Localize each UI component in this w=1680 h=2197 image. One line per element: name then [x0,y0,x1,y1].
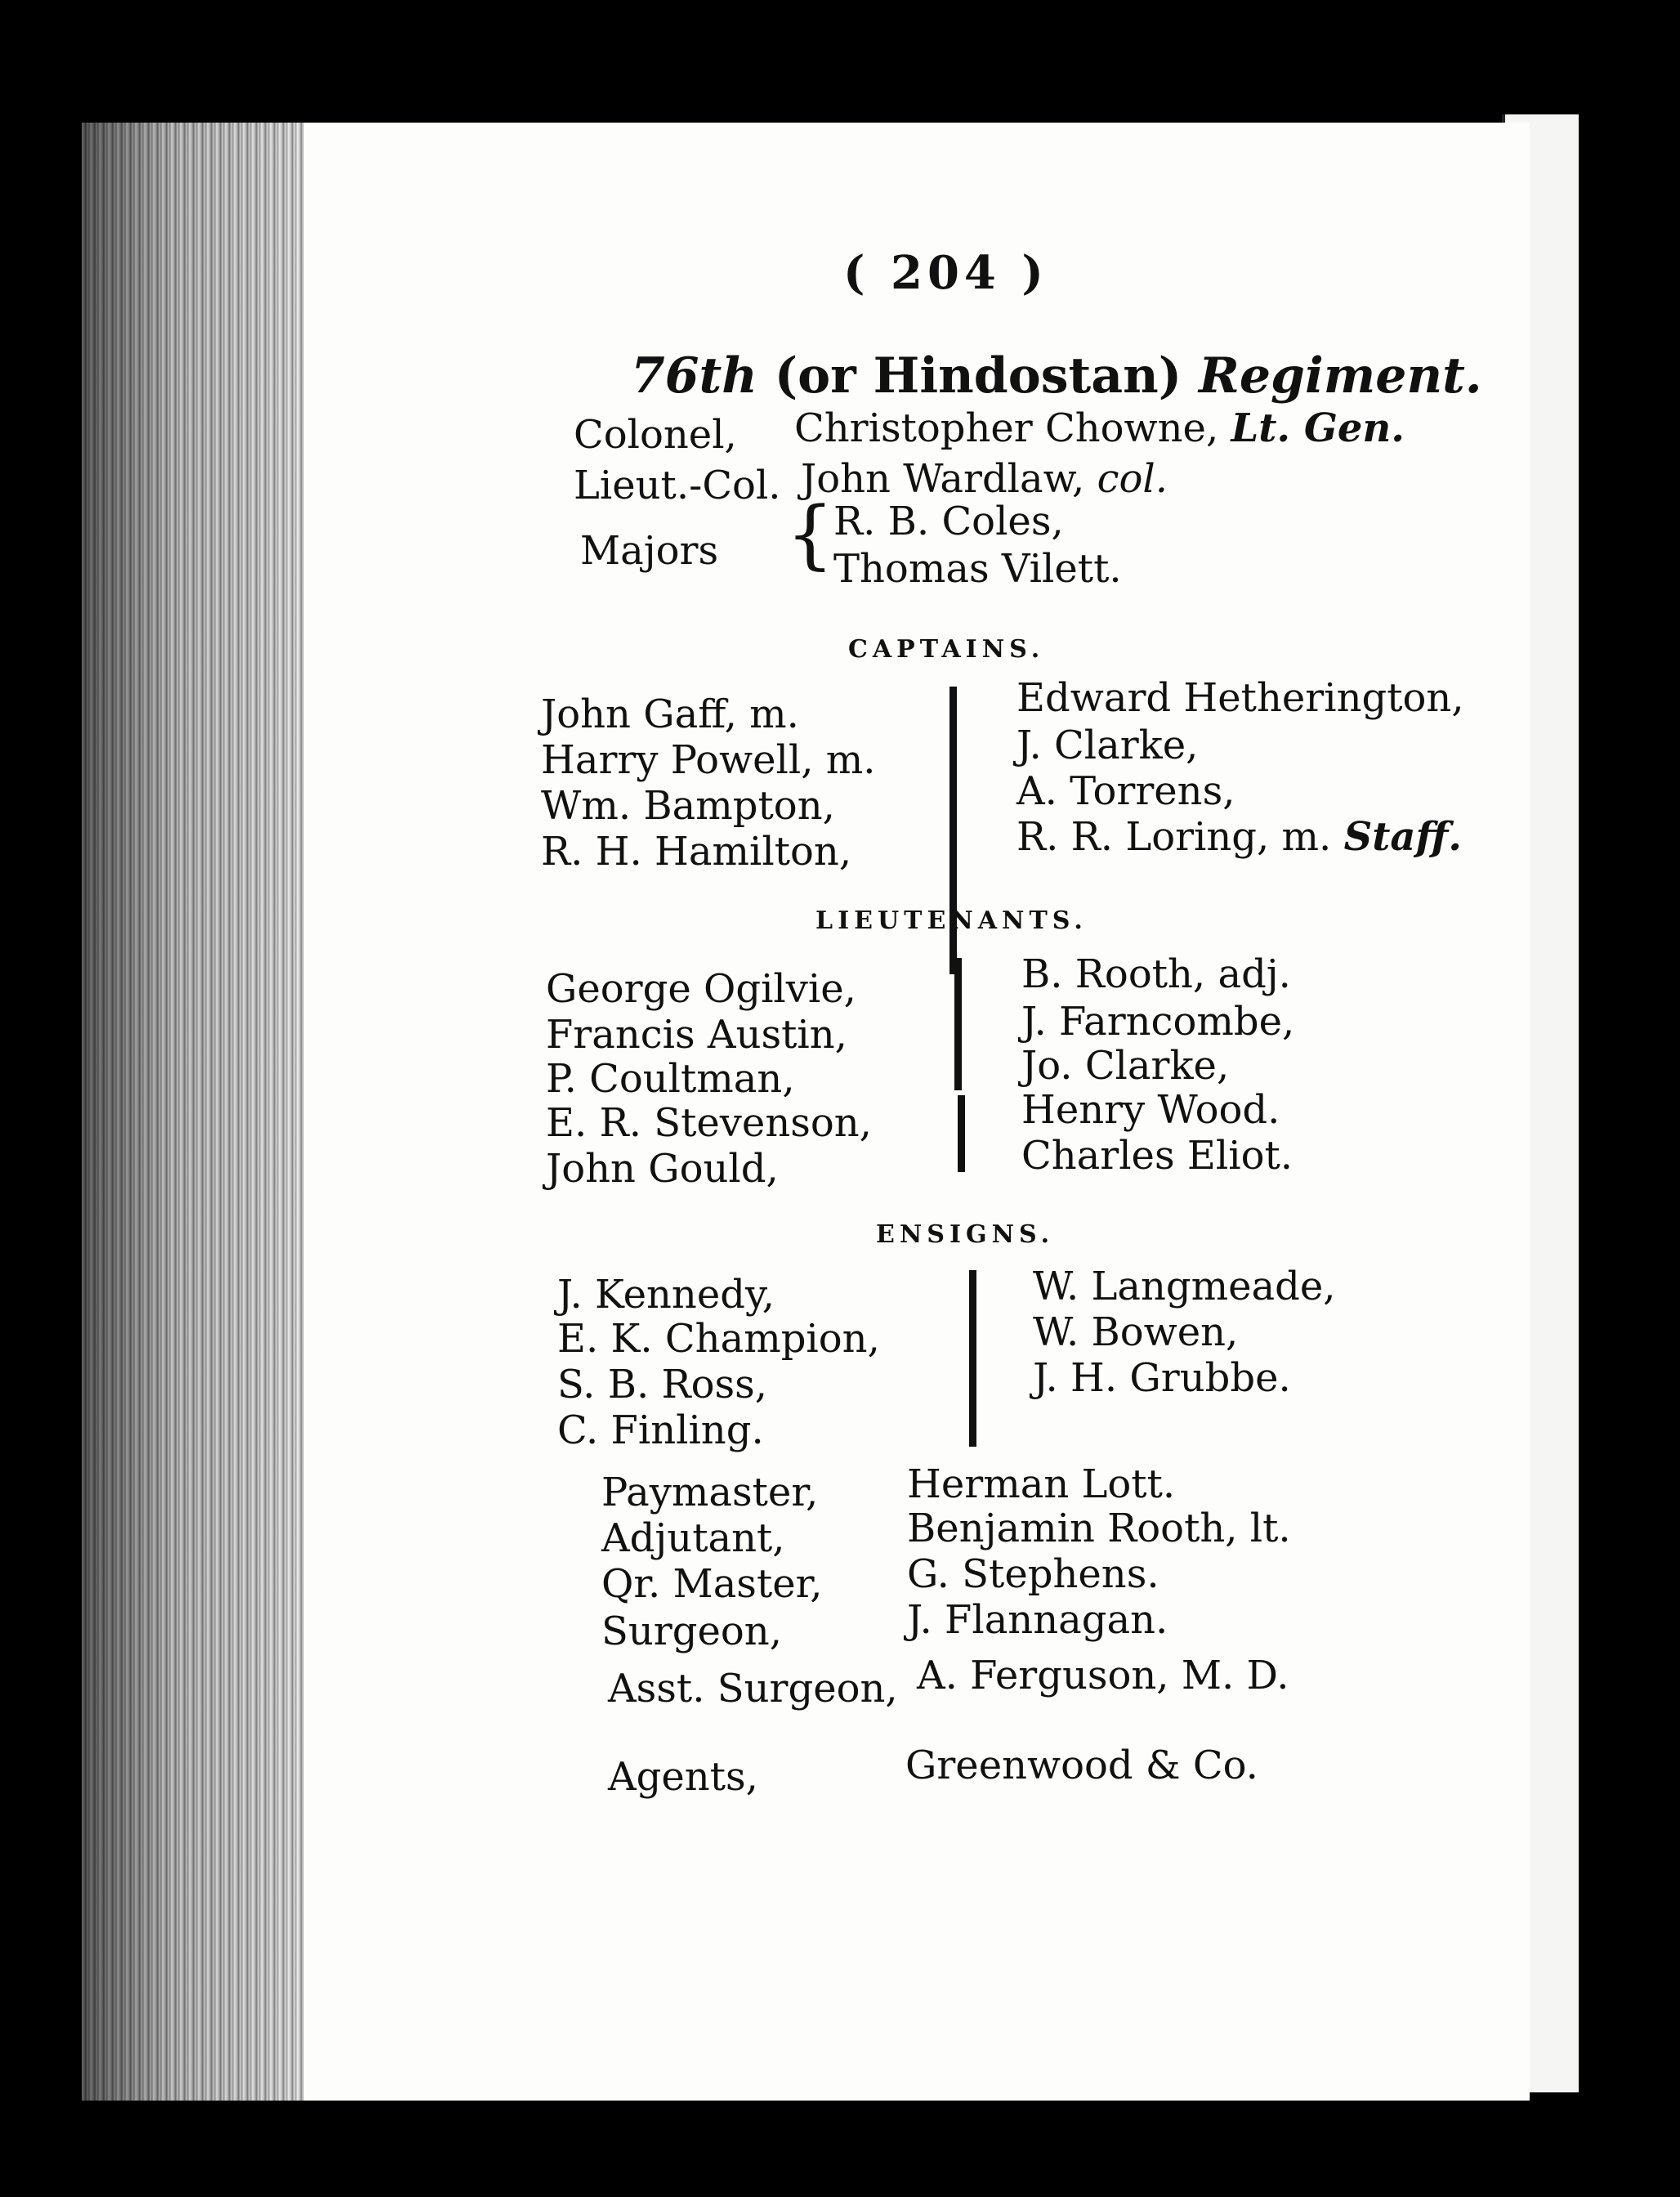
captain-right-4 [1016,814,1462,860]
adjutant-name: Benjamin Rooth, lt. [907,1506,1291,1551]
captain-left-2: Harry Powell, m. [541,737,876,783]
surgeon-name: J. Flannagan. [907,1597,1168,1643]
lieutenant-left-5: John Gould, [546,1146,779,1192]
majors-label: Majors [580,528,719,574]
major-1: R. B. Coles, [833,499,1064,544]
title-middle: (or Hindostan) [774,347,1182,405]
major-2: Thomas Vilett. [833,546,1122,592]
ensign-left-2: E. K. Champion, [557,1316,880,1362]
lieutenant-right-5: Charles Eliot. [1021,1133,1294,1179]
colonel-name: Christopher Chowne, [794,405,1219,451]
lieutenant-left-1: George Ogilvie, [546,966,856,1012]
ensign-left-3: S. B. Ross, [557,1362,768,1407]
captain-right-2: J. Clarke, [1016,723,1199,768]
lieutenants-divider-top [954,958,962,1090]
asst-surgeon-name: A. Ferguson, M. D. [917,1653,1289,1698]
captain-right-3: A. Torrens, [1016,768,1235,814]
page-number: ( 204 ) [843,246,1048,300]
ensign-left-4: C. Finling. [557,1407,764,1453]
ensign-left-1: J. Kennedy, [557,1272,775,1318]
captain-left-3: Wm. Bampton, [541,783,835,829]
captain-left-4: R. H. Hamilton, [541,829,852,875]
lieutenants-divider-bottom [958,1095,965,1172]
surgeon-label: Surgeon, [601,1609,782,1654]
colonel-entry [794,405,1405,451]
title-number: 76th [631,347,757,405]
book-edge [82,123,311,2101]
lieutenant-right-1: B. Rooth, adj. [1021,951,1291,997]
captain-right-1: Edward Hetherington, [1016,675,1464,721]
ensign-right-3: J. H. Grubbe. [1033,1355,1291,1401]
lieutenant-left-4: E. R. Stevenson, [546,1100,872,1146]
ltcol-entry [801,456,1168,502]
lieutenant-right-4: Henry Wood. [1021,1087,1280,1133]
ltcol-name: John Wardlaw, [801,456,1085,502]
lieutenants-heading: LIEUTENANTS. [815,906,1088,935]
adjutant-label: Adjutant, [601,1515,785,1561]
ltcol-rank: col. [1097,456,1168,502]
ensign-right-1: W. Langmeade, [1033,1264,1336,1309]
qrmaster-label: Qr. Master, [601,1561,823,1607]
captains-heading: CAPTAINS. [848,635,1045,664]
captain-right-4-name: R. R. Loring, m. [1016,814,1332,860]
page [304,123,1530,2101]
agents-name: Greenwood & Co. [905,1743,1258,1788]
colonel-rank: Lt. Gen. [1231,405,1405,451]
paymaster-label: Paymaster, [601,1470,819,1515]
majors-brace: { [786,490,834,578]
captain-left-1: John Gaff, m. [541,691,799,737]
colonel-label: Colonel, [574,412,737,458]
lieutenant-left-2: Francis Austin, [546,1012,847,1058]
lieutenant-left-3: P. Coultman, [546,1056,795,1102]
captain-right-4-suffix: Staff. [1343,814,1462,860]
regiment-title [631,347,1482,405]
ensign-right-2: W. Bowen, [1033,1309,1239,1355]
lieutenant-right-2: J. Farncombe, [1021,999,1295,1045]
agents-label: Agents, [608,1754,758,1800]
title-end: Regiment. [1199,347,1482,405]
asst-surgeon-label: Asst. Surgeon, [608,1666,898,1712]
ltcol-label: Lieut.-Col. [574,463,781,508]
lieutenant-right-3: Jo. Clarke, [1021,1043,1230,1089]
qrmaster-name: G. Stephens. [907,1551,1159,1597]
ensigns-heading: ENSIGNS. [876,1220,1055,1249]
paymaster-name: Herman Lott. [907,1461,1176,1507]
ensigns-divider [969,1270,976,1447]
